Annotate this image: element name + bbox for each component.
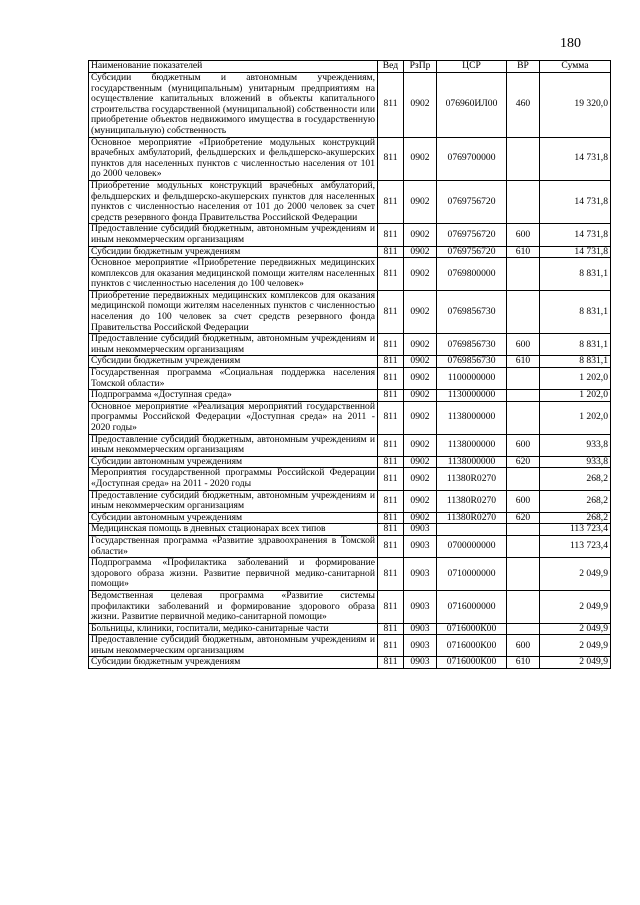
cell-name: Субсидии бюджетным учреждениям — [89, 657, 378, 669]
table-row — [89, 468, 611, 490]
table-row — [89, 290, 611, 333]
header-name: Наименование показателей — [89, 61, 378, 73]
cell-csr: 1100000000 — [437, 368, 507, 390]
cell-ved: 811 — [378, 535, 404, 557]
cell-name: Мероприятия государственной программы Российской Федерации «Доступная среда» на 2011 - 2020 годы — [89, 468, 378, 490]
cell-name: Основное мероприятие «Приобретение передвижных медицинских комплексов для оказания медицинской помощи жителям населенных пунктов с численностью населения до 100 человек» — [89, 258, 378, 291]
cell-name: Основное мероприятие «Реализация мероприятий государственной программы Российской Федерации «Доступная среда» на 2011 - 2020 годы» — [89, 401, 378, 434]
cell-sum: 113 723,4 — [540, 524, 611, 536]
cell-sum: 8 831,1 — [540, 356, 611, 368]
cell-vr — [507, 535, 540, 557]
table-row — [89, 456, 611, 468]
cell-sum: 268,2 — [540, 468, 611, 490]
cell-csr: 0716000К00 — [437, 657, 507, 669]
cell-ved: 811 — [378, 401, 404, 434]
cell-sum: 933,8 — [540, 456, 611, 468]
cell-name: Государственная программа «Развитие здравоохранения в Томской области» — [89, 535, 378, 557]
cell-ved: 811 — [378, 558, 404, 591]
cell-rzpr: 0902 — [404, 401, 437, 434]
cell-sum: 14 731,8 — [540, 180, 611, 223]
table-row — [89, 657, 611, 669]
cell-csr: 0710000000 — [437, 558, 507, 591]
cell-ved: 811 — [378, 657, 404, 669]
cell-sum: 113 723,4 — [540, 535, 611, 557]
cell-csr: 1138000000 — [437, 401, 507, 434]
cell-ved: 811 — [378, 623, 404, 635]
table-row — [89, 246, 611, 258]
cell-sum: 1 202,0 — [540, 368, 611, 390]
cell-ved: 811 — [378, 334, 404, 356]
cell-csr: 0769756720 — [437, 180, 507, 223]
cell-ved: 811 — [378, 434, 404, 456]
cell-vr: 600 — [507, 334, 540, 356]
header-vr: ВР — [507, 61, 540, 73]
cell-sum: 268,2 — [540, 512, 611, 524]
cell-vr — [507, 401, 540, 434]
cell-rzpr: 0903 — [404, 635, 437, 657]
cell-ved: 811 — [378, 224, 404, 246]
cell-ved: 811 — [378, 137, 404, 180]
cell-ved: 811 — [378, 468, 404, 490]
cell-sum: 2 049,9 — [540, 623, 611, 635]
cell-vr — [507, 180, 540, 223]
cell-rzpr: 0903 — [404, 590, 437, 623]
cell-name: Ведомственная целевая программа «Развитие системы профилактики заболеваний и формирование здорового образа жизни. Развитие первичной медико-санитарной помощи» — [89, 590, 378, 623]
cell-ved: 811 — [378, 356, 404, 368]
cell-vr — [507, 558, 540, 591]
cell-ved: 811 — [378, 490, 404, 512]
table-row — [89, 401, 611, 434]
cell-sum: 14 731,8 — [540, 137, 611, 180]
cell-name: Больницы, клиники, госпитали, медико-санитарные части — [89, 623, 378, 635]
cell-rzpr: 0903 — [404, 558, 437, 591]
cell-sum: 14 731,8 — [540, 246, 611, 258]
cell-csr: 0769700000 — [437, 137, 507, 180]
cell-ved: 811 — [378, 290, 404, 333]
cell-rzpr: 0902 — [404, 290, 437, 333]
cell-vr: 610 — [507, 657, 540, 669]
cell-csr: 0769756720 — [437, 246, 507, 258]
cell-sum: 2 049,9 — [540, 635, 611, 657]
cell-rzpr: 0902 — [404, 512, 437, 524]
table-row — [89, 434, 611, 456]
cell-sum: 2 049,9 — [540, 657, 611, 669]
cell-name: Субсидии автономным учреждениям — [89, 512, 378, 524]
cell-vr: 610 — [507, 356, 540, 368]
cell-name: Основное мероприятие «Приобретение модульных конструкций врачебных амбулаторий, фельдшерских и фельдшерско-акушерских пунктов для населенных пунктов с численностью населения от 101 до 2000 человек» — [89, 137, 378, 180]
cell-csr: 0716000000 — [437, 590, 507, 623]
cell-rzpr: 0902 — [404, 368, 437, 390]
cell-vr: 600 — [507, 490, 540, 512]
cell-name: Приобретение модульных конструкций врачебных амбулаторий, фельдшерских и фельдшерско-акушерских пунктов для населенных пунктов с численностью населения от 101 до 2000 человек за счет средств резервного фонда Правительства Российской Федерации — [89, 180, 378, 223]
page-number: 180 — [560, 36, 581, 51]
cell-ved: 811 — [378, 258, 404, 291]
cell-name: Предоставление субсидий бюджетным, автономным учреждениям и иным некоммерческим организациям — [89, 434, 378, 456]
cell-vr: 460 — [507, 73, 540, 138]
table-row — [89, 512, 611, 524]
cell-rzpr: 0902 — [404, 468, 437, 490]
cell-ved: 811 — [378, 635, 404, 657]
cell-sum: 19 320,0 — [540, 73, 611, 138]
cell-vr — [507, 623, 540, 635]
cell-vr: 620 — [507, 456, 540, 468]
cell-sum: 8 831,1 — [540, 258, 611, 291]
cell-csr: 0716000К00 — [437, 635, 507, 657]
cell-name: Субсидии автономным учреждениям — [89, 456, 378, 468]
cell-csr: 0769856730 — [437, 356, 507, 368]
table-body — [89, 73, 611, 669]
cell-rzpr: 0902 — [404, 356, 437, 368]
cell-name: Подпрограмма «Профилактика заболеваний и формирование здорового образа жизни. Развитие первичной медико-санитарной помощи» — [89, 558, 378, 591]
cell-csr: 0700000000 — [437, 535, 507, 557]
table-row — [89, 137, 611, 180]
cell-name: Предоставление субсидий бюджетным, автономным учреждениям и иным некоммерческим организациям — [89, 224, 378, 246]
cell-rzpr: 0902 — [404, 334, 437, 356]
cell-csr: 1138000000 — [437, 434, 507, 456]
cell-ved: 811 — [378, 512, 404, 524]
cell-name: Предоставление субсидий бюджетным, автономным учреждениям и иным некоммерческим организациям — [89, 635, 378, 657]
table-row — [89, 390, 611, 402]
cell-ved: 811 — [378, 590, 404, 623]
cell-sum: 933,8 — [540, 434, 611, 456]
cell-ved: 811 — [378, 524, 404, 536]
cell-ved: 811 — [378, 368, 404, 390]
cell-vr: 600 — [507, 434, 540, 456]
cell-csr: 0769800000 — [437, 258, 507, 291]
cell-rzpr: 0902 — [404, 180, 437, 223]
table-row — [89, 368, 611, 390]
cell-name: Субсидии бюджетным учреждениям — [89, 246, 378, 258]
cell-sum: 14 731,8 — [540, 224, 611, 246]
table-row — [89, 356, 611, 368]
cell-rzpr: 0903 — [404, 623, 437, 635]
cell-name: Предоставление субсидий бюджетным, автономным учреждениям и иным некоммерческим организациям — [89, 490, 378, 512]
table-row — [89, 635, 611, 657]
cell-name: Субсидии бюджетным учреждениям — [89, 356, 378, 368]
cell-sum: 268,2 — [540, 490, 611, 512]
cell-rzpr: 0902 — [404, 246, 437, 258]
cell-ved: 811 — [378, 456, 404, 468]
header-sum: Сумма — [540, 61, 611, 73]
cell-name: Государственная программа «Социальная поддержка населения Томской области» — [89, 368, 378, 390]
cell-csr: 11380R0270 — [437, 512, 507, 524]
cell-rzpr: 0903 — [404, 524, 437, 536]
table-row — [89, 224, 611, 246]
cell-vr: 620 — [507, 512, 540, 524]
cell-vr — [507, 290, 540, 333]
cell-csr: 11380R0270 — [437, 468, 507, 490]
cell-rzpr: 0902 — [404, 73, 437, 138]
cell-ved: 811 — [378, 180, 404, 223]
table-row — [89, 535, 611, 557]
table-row — [89, 590, 611, 623]
cell-vr: 600 — [507, 635, 540, 657]
cell-sum: 2 049,9 — [540, 590, 611, 623]
table-row — [89, 490, 611, 512]
cell-csr: 1138000000 — [437, 456, 507, 468]
cell-sum: 2 049,9 — [540, 558, 611, 591]
table-row — [89, 180, 611, 223]
cell-rzpr: 0903 — [404, 657, 437, 669]
budget-table — [88, 60, 611, 669]
cell-name: Субсидии бюджетным и автономным учреждениям, государственным (муниципальным) унитарным предприятиям на осуществление капитальных вложений в объекты капитального строительства государственной (муниципальной) собственности или приобретение объектов недвижимого имущества в государственную (муниципальную) собственность — [89, 73, 378, 138]
cell-vr — [507, 258, 540, 291]
cell-rzpr: 0902 — [404, 456, 437, 468]
table-row — [89, 623, 611, 635]
cell-sum: 8 831,1 — [540, 334, 611, 356]
cell-csr: 0716000К00 — [437, 623, 507, 635]
cell-csr: 0769856730 — [437, 334, 507, 356]
cell-rzpr: 0902 — [404, 490, 437, 512]
cell-sum: 1 202,0 — [540, 401, 611, 434]
cell-vr — [507, 524, 540, 536]
cell-vr — [507, 468, 540, 490]
cell-csr: 0769756720 — [437, 224, 507, 246]
cell-ved: 811 — [378, 246, 404, 258]
cell-name: Предоставление субсидий бюджетным, автономным учреждениям и иным некоммерческим организациям — [89, 334, 378, 356]
cell-csr: 0769856730 — [437, 290, 507, 333]
cell-rzpr: 0902 — [404, 137, 437, 180]
cell-vr: 600 — [507, 224, 540, 246]
cell-sum: 8 831,1 — [540, 290, 611, 333]
header-rzpr: РзПр — [404, 61, 437, 73]
cell-vr: 610 — [507, 246, 540, 258]
cell-csr: 1130000000 — [437, 390, 507, 402]
table-row — [89, 524, 611, 536]
cell-csr: 11380R0270 — [437, 490, 507, 512]
cell-ved: 811 — [378, 73, 404, 138]
cell-ved: 811 — [378, 390, 404, 402]
table-row — [89, 258, 611, 291]
cell-rzpr: 0903 — [404, 535, 437, 557]
cell-vr — [507, 390, 540, 402]
cell-rzpr: 0902 — [404, 390, 437, 402]
cell-name: Медицинская помощь в дневных стационарах всех типов — [89, 524, 378, 536]
cell-name: Приобретение передвижных медицинских комплексов для оказания медицинской помощи жителям населенных пунктов с численностью населения до 100 человек за счет средств резервного фонда Правительства Российской Федерации — [89, 290, 378, 333]
table-row — [89, 334, 611, 356]
table-header-row — [89, 61, 611, 73]
cell-name: Подпрограмма «Доступная среда» — [89, 390, 378, 402]
table-row — [89, 558, 611, 591]
cell-csr: 076960ИЛ00 — [437, 73, 507, 138]
cell-vr — [507, 368, 540, 390]
header-csr: ЦСР — [437, 61, 507, 73]
cell-rzpr: 0902 — [404, 434, 437, 456]
table-row — [89, 73, 611, 138]
cell-sum: 1 202,0 — [540, 390, 611, 402]
cell-vr — [507, 137, 540, 180]
cell-rzpr: 0902 — [404, 258, 437, 291]
header-ved: Вед — [378, 61, 404, 73]
cell-vr — [507, 590, 540, 623]
cell-rzpr: 0902 — [404, 224, 437, 246]
cell-csr — [437, 524, 507, 536]
